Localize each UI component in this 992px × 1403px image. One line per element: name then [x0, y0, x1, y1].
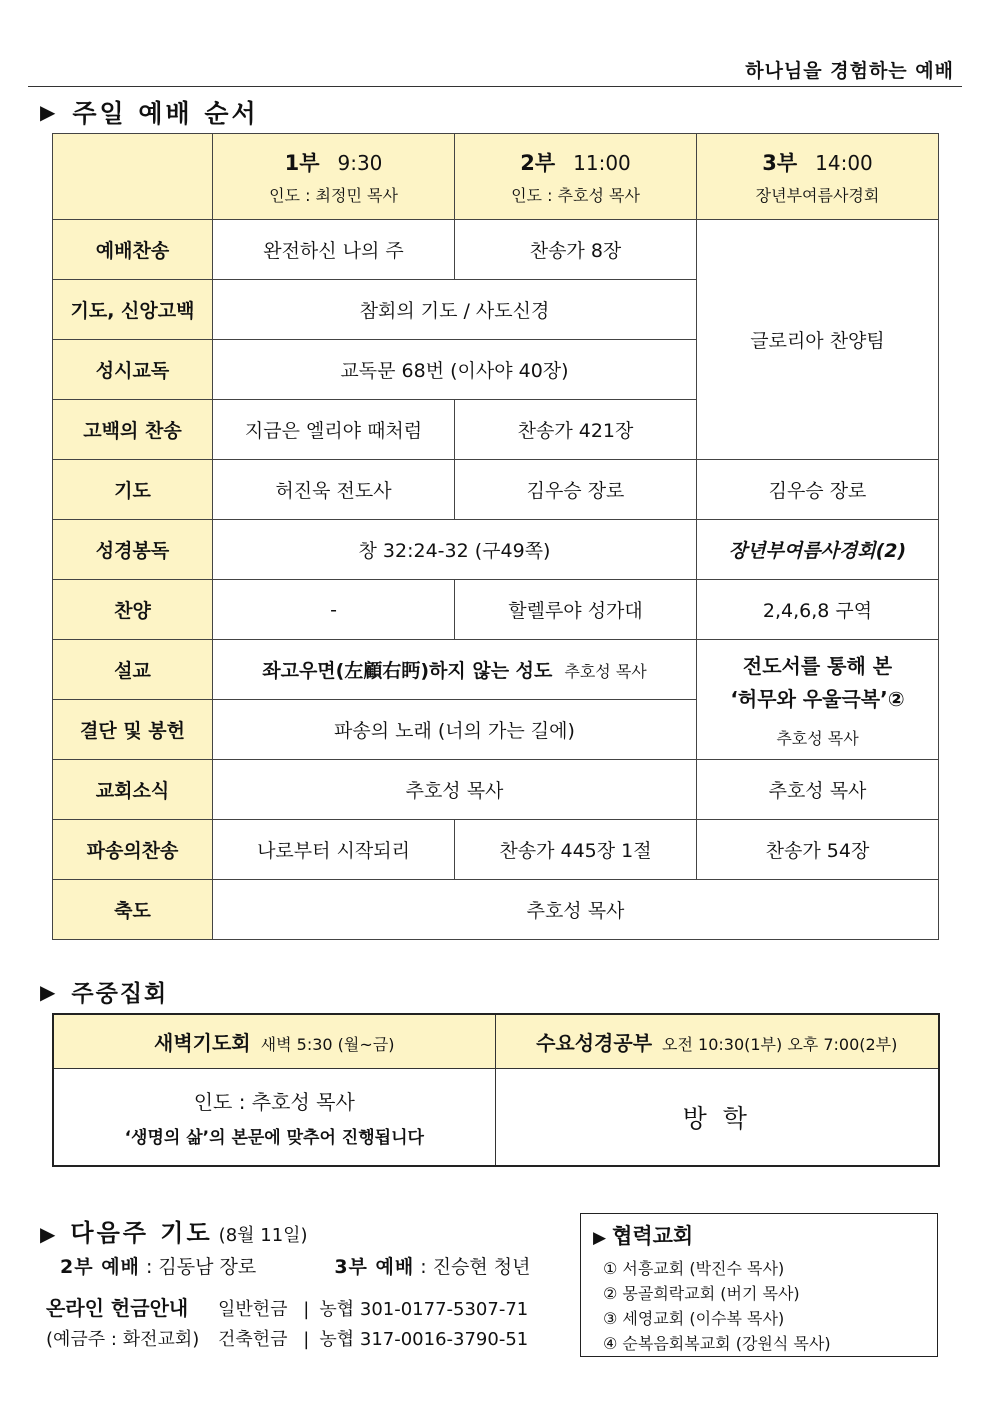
online-offering-info	[46, 1293, 528, 1355]
service-header-row	[53, 134, 939, 220]
service-1-header: 1부 9:30 인도 : 최정민 목사	[213, 134, 455, 220]
cell-service-1: -	[213, 580, 455, 640]
gathering-header-row	[53, 1014, 939, 1068]
cell-service-1: 나로부터 시작되리	[213, 820, 455, 880]
next-prayer-title: 다음주 기도	[70, 1219, 213, 1247]
service3-value: : 진승현 청년	[420, 1256, 531, 1278]
cell-service-1: 완전하신 나의 주	[213, 220, 455, 280]
separator: |	[303, 1299, 310, 1320]
cell-service-1-2: 교독문 68번 (이사야 40장)	[213, 340, 697, 400]
table-row	[53, 220, 939, 280]
row-label: 축도	[53, 880, 213, 940]
cell-service-3-praise-team: 글로리아 찬양팀	[697, 220, 939, 460]
sermon-cell	[213, 640, 697, 700]
cell-service-1: 지금은 엘리야 때처럼	[213, 400, 455, 460]
service-2-header: 2부 11:00 인도 : 추호성 목사	[455, 134, 697, 220]
next-prayer-heading	[40, 1213, 308, 1248]
triangle-right-icon: ▶	[40, 100, 59, 124]
row-label: 찬양	[53, 580, 213, 640]
building-offering-label: 건축헌금	[218, 1329, 288, 1350]
dawn-prayer-header: 새벽기도회 새벽 5:30 (월~금)	[53, 1014, 495, 1068]
list-item: ③ 세영교회 (이수복 목사)	[603, 1309, 785, 1328]
cell-service-1-2: 참회의 기도 / 사도신경	[213, 280, 697, 340]
wednesday-status: 방 학	[495, 1068, 939, 1166]
triangle-right-icon: ▶	[593, 1228, 607, 1248]
bulletin-header-title: 하나님을 경험하는 예배	[745, 60, 954, 82]
cell-service-2: 할렐루야 성가대	[455, 580, 697, 640]
sermon-3-line2: ‘허무와 우울극복’②	[730, 687, 905, 711]
service3-label: 3부 예배	[334, 1256, 415, 1278]
row-label: 파송의찬송	[53, 820, 213, 880]
sermon-3-line1: 전도서를 통해 본	[742, 654, 893, 678]
cell-service-3: 2,4,6,8 구역	[697, 580, 939, 640]
service2-label: 2부 예배	[60, 1256, 140, 1278]
online-title: 온라인 헌금안내	[46, 1296, 189, 1320]
cell-service-3: 추호성 목사	[697, 760, 939, 820]
wednesday-study-header: 수요성경공부 오전 10:30(1부) 오후 7:00(2부)	[495, 1014, 939, 1068]
gathering-section-title: 주중집회	[71, 981, 169, 1007]
row-label: 고백의 찬송	[53, 400, 213, 460]
table-row	[53, 520, 939, 580]
list-item: ④ 순복음회복교회 (강원식 목사)	[603, 1334, 831, 1353]
gathering-section-heading	[40, 975, 168, 1008]
worship-order-table	[52, 133, 939, 940]
partner-title: 협력교회	[612, 1224, 694, 1248]
triangle-right-icon: ▶	[40, 1222, 59, 1246]
cell-service-2: 찬송가 421장	[455, 400, 697, 460]
general-offering-account: 농협 301-0177-5307-71	[319, 1299, 529, 1320]
building-offering-account: 농협 317-0016-3790-51	[319, 1329, 529, 1350]
table-row	[53, 580, 939, 640]
service2-value: : 김동남 장로	[145, 1256, 257, 1278]
table-row	[53, 820, 939, 880]
gathering-body-row	[53, 1068, 939, 1166]
cell-service-1-2: 추호성 목사	[213, 760, 697, 820]
triangle-right-icon: ▶	[40, 979, 58, 1004]
row-label: 결단 및 봉헌	[53, 700, 213, 760]
table-row	[53, 460, 939, 520]
list-item: ② 몽골희락교회 (버기 목사)	[603, 1284, 800, 1303]
partner-heading	[593, 1220, 937, 1250]
cell-service-3: 장년부여름사경회(2)	[697, 520, 939, 580]
next-prayer-assignments	[60, 1252, 531, 1279]
cell-service-3: 찬송가 54장	[697, 820, 939, 880]
table-row	[53, 880, 939, 940]
sermon-preacher: 추호성 목사	[564, 662, 647, 681]
table-row	[53, 760, 939, 820]
empty-corner-cell	[53, 134, 213, 220]
list-item: ① 서흥교회 (박진수 목사)	[603, 1259, 785, 1278]
weekly-gathering-table	[52, 1013, 940, 1167]
general-offering-label: 일반헌금	[218, 1299, 288, 1320]
row-label: 기도, 신앙고백	[53, 280, 213, 340]
row-label: 교회소식	[53, 760, 213, 820]
cell-service-1-2: 창 32:24-32 (구49쪽)	[213, 520, 697, 580]
row-label: 예배찬송	[53, 220, 213, 280]
cell-service-2: 찬송가 8장	[455, 220, 697, 280]
separator: |	[303, 1329, 310, 1350]
partner-list	[603, 1256, 937, 1356]
header-divider	[28, 86, 962, 87]
cell-service-2: 찬송가 445장 1절	[455, 820, 697, 880]
partner-churches-box	[580, 1213, 938, 1357]
cell-service-3: 김우승 장로	[697, 460, 939, 520]
sermon-3-preacher: 추호성 목사	[776, 729, 859, 748]
sermon-cell-service-3	[697, 640, 939, 760]
cell-service-1-2: 파송의 노래 (너의 가는 길에)	[213, 700, 697, 760]
sermon-title: 좌고우면(左顧右眄)하지 않는 성도	[262, 660, 553, 682]
row-label: 기도	[53, 460, 213, 520]
service-3-header: 3부 14:00 장년부여름사경회	[697, 134, 939, 220]
dawn-note: ‘생명의 삶’의 본문에 맞추어 진행됩니다	[124, 1127, 424, 1148]
depositor: (예금주 : 화전교회)	[46, 1329, 200, 1350]
table-row	[53, 640, 939, 700]
order-section-heading	[40, 94, 259, 130]
cell-all-services: 추호성 목사	[213, 880, 939, 940]
cell-service-1: 허진욱 전도사	[213, 460, 455, 520]
next-prayer-date: (8월 11일)	[218, 1225, 308, 1246]
row-label: 설교	[53, 640, 213, 700]
dawn-prayer-detail	[53, 1068, 495, 1166]
row-label: 성경봉독	[53, 520, 213, 580]
dawn-leader: 인도 : 추호성 목사	[193, 1089, 355, 1114]
row-label: 성시교독	[53, 340, 213, 400]
cell-service-2: 김우승 장로	[455, 460, 697, 520]
order-section-title: 주일 예배 순서	[72, 99, 259, 128]
